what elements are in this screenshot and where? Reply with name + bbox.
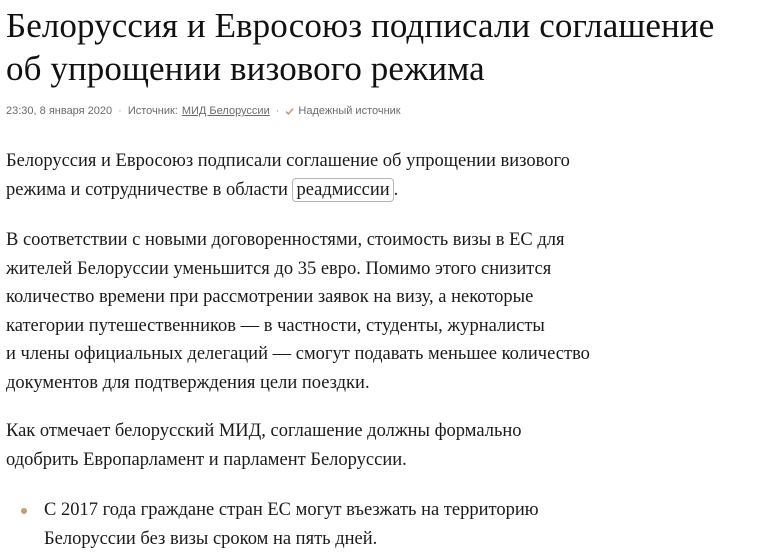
- paragraph-1: [6, 147, 756, 204]
- check-icon: [285, 107, 294, 116]
- paragraph-1-period: .: [393, 179, 399, 200]
- reliable-source-label: Надежный источник: [298, 105, 401, 117]
- meta-separator: ·: [118, 105, 122, 117]
- paragraph-1-line-1: Белоруссия и Евросоюз подписали соглашение об упрощении визового: [6, 151, 570, 171]
- article: [6, 0, 756, 553]
- paragraph-2-line: количество времени при рассмотрении заявок на визу, а некоторые: [6, 287, 534, 307]
- source-link[interactable]: МИД Белоруссии: [181, 105, 270, 117]
- bullet-dot-icon: [21, 508, 27, 514]
- article-title-line-1: Белоруссия и Евросоюз подписали соглашение: [6, 6, 715, 45]
- bullet-list: [6, 496, 756, 553]
- paragraph-2-line: В соответствии с новыми договоренностями, стоимость визы в ЕС для: [6, 230, 565, 250]
- article-title: [6, 0, 756, 90]
- paragraph-3: [6, 417, 756, 474]
- bullet-line: Белоруссии без визы сроком на пять дней.: [44, 528, 378, 549]
- list-item: [6, 496, 756, 553]
- paragraph-2-line: категории путешественников — в частности, студенты, журналисты: [6, 315, 545, 336]
- article-meta: [6, 105, 756, 117]
- source-label: Источник:: [127, 105, 178, 117]
- paragraph-3-line: Как отмечает белорусский МИД, соглашение должны формально: [6, 421, 522, 441]
- publish-datetime: 23:30, 8 января 2020: [6, 105, 113, 117]
- bullet-line: С 2017 года граждане стран ЕС могут въезжать на территорию: [44, 500, 539, 520]
- paragraph-3-line: одобрить Европарламент и парламент Белоруссии.: [6, 449, 407, 470]
- paragraph-2-line: документов для подтверждения цели поездки.: [6, 372, 370, 393]
- paragraph-1-line-2-text: режима и сотрудничестве в области: [6, 179, 293, 200]
- paragraph-2-line: и члены официальных делегаций — смогут подавать меньшее количество: [6, 344, 590, 364]
- term-readmission-link[interactable]: реадмиссии: [292, 178, 393, 202]
- meta-separator: ·: [275, 105, 280, 117]
- paragraph-2-line: жителей Белоруссии уменьшится до 35 евро. Помимо этого снизится: [6, 258, 552, 279]
- article-title-line-2: об упрощении визового режима: [6, 49, 485, 88]
- paragraph-2: [6, 226, 756, 397]
